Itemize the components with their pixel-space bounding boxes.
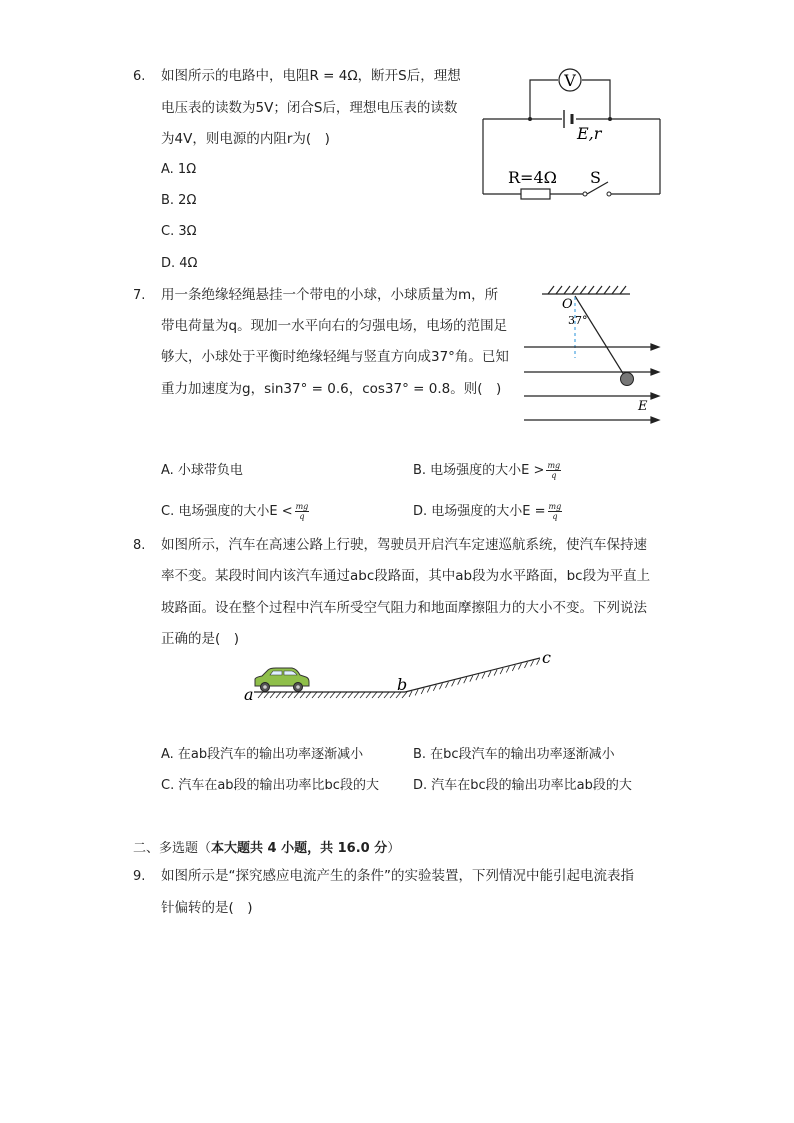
question-7-line-1: 用一条绝缘轻绳悬挂一个带电的小球，小球质量为m，所 [161,287,499,303]
voltmeter-label: V [564,71,576,90]
slope-hatch [409,691,412,697]
question-6-option-a[interactable]: A. 1Ω [161,162,197,177]
question-8-number: 8. [133,538,146,553]
ground-hatch [390,692,395,698]
ground-hatch [312,692,317,698]
slope-hatch [488,671,491,677]
section-2-heading [133,837,400,856]
battery-label: E,r [577,124,602,143]
question-6-number: 6. [133,69,146,84]
field-label: E [638,399,648,414]
question-8-option-b[interactable]: B. 在bc段汽车的输出功率逐渐减小 [413,747,615,762]
slope-hatch [494,670,497,676]
point-a-label: a [244,685,254,704]
question-9-line-1: 如图所示是“探究感应电流产生的条件”的实验装置，下列情况中能引起电流表指 [161,868,634,884]
ground-hatch [258,692,263,698]
question-8-line-4: 正确的是( ) [161,631,240,647]
slope-hatch [518,663,521,669]
angle-label: 37° [568,314,588,327]
fraction-mg-over-q: $\frac{mg}{q}$ [548,502,562,521]
question-7-option-c-text: C. 电场强度的大小E < [161,504,293,519]
ground-hatch [378,692,383,698]
point-c-label: c [542,648,551,667]
string-line [575,296,624,375]
ground-hatch [324,692,329,698]
question-6-line-2: 电压表的读数为5V；闭合S后，理想电压表的读数 [161,100,458,116]
slope-hatch [482,673,485,679]
ground-hatch [294,692,299,698]
fraction-mg-over-q: $\frac{mg}{q}$ [547,461,561,480]
slope-hatch [427,686,430,692]
slope-hatch [524,662,527,668]
ground-hatch [360,692,365,698]
question-7-line-3: 够大，小球处于平衡时绝缘轻绳与竖直方向成37°角。已知 [161,349,509,365]
question-7-option-d-text: D. 电场强度的大小E = [413,504,546,519]
question-8-line-2: 率不变。某段时间内该汽车通过abc段路面，其中ab段为水平路面，bc段为平直上 [161,568,651,584]
slope-hatch [433,685,436,691]
ground-hatch [342,692,347,698]
ground-hatch [336,692,341,698]
question-8-option-a[interactable]: A. 在ab段汽车的输出功率逐渐减小 [161,747,364,762]
slope-hatch [512,665,515,671]
question-6-line-1: 如图所示的电路中，电阻R = 4Ω，断开S后，理想 [161,68,461,84]
slope-hatch [421,688,424,694]
ground-hatch [330,692,335,698]
slope-hatch [439,683,442,689]
question-8-option-c[interactable]: C. 汽车在ab段的输出功率比bc段的大 [161,778,379,793]
ball-icon [621,373,634,386]
question-6-option-c[interactable]: C. 3Ω [161,224,197,239]
slope-hatch [531,660,534,666]
pivot-label: O [562,297,573,312]
ground-hatch [366,692,371,698]
resistor-icon [521,189,550,199]
circuit-diagram [478,60,668,205]
slope-hatch [458,679,461,685]
question-6-option-b[interactable]: B. 2Ω [161,193,197,208]
question-6-line-3: 为4V，则电源的内阻r为( ) [161,131,330,147]
slope-hatch [415,689,418,695]
ground-hatch [288,692,293,698]
slope-hatch [452,680,455,686]
question-8-line-3: 坡路面。设在整个过程中汽车所受空气阻力和地面摩擦阻力的大小不变。下列说法 [161,600,647,616]
question-8-line-1: 如图所示，汽车在高速公路上行驶，驾驶员开启汽车定速巡航系统，使汽车保持速 [161,537,647,553]
section-2-meta: 本大题共 4 小题，共 16.0 分 [211,841,388,856]
question-8-option-d[interactable]: D. 汽车在bc段的输出功率比ab段的大 [413,778,632,793]
fraction-mg-over-q: $\frac{mg}{q}$ [295,502,309,521]
ground-hatch [264,692,269,698]
slope-hatch [446,682,449,688]
question-9-number: 9. [133,869,146,884]
section-2-prefix: 二、多选题（ [133,841,212,856]
slope-hatch [464,677,467,683]
slope-hatch [506,667,509,673]
question-7-option-c[interactable] [161,500,309,521]
slope-hatch [470,676,473,682]
ground-hatch [348,692,353,698]
road-slope-diagram [240,648,560,708]
ground-hatch [282,692,287,698]
question-7-option-d[interactable] [413,500,562,521]
slope-hatch [537,659,540,665]
ground-hatch [372,692,377,698]
switch-label: S [590,168,601,187]
section-2-suffix: ） [387,841,401,856]
question-7-number: 7. [133,288,146,303]
pendulum-field-diagram [520,280,665,430]
ground-hatch [276,692,281,698]
ground-hatch [300,692,305,698]
resistor-label: R=4Ω [508,168,557,187]
ground-hatch [318,692,323,698]
question-9-line-2: 针偏转的是( ) [161,900,253,916]
ground-hatch [270,692,275,698]
ground-hatch [384,692,389,698]
car-icon [255,668,309,692]
question-7-option-b-text: B. 电场强度的大小E > [413,463,545,478]
question-7-option-a[interactable]: A. 小球带负电 [161,463,243,478]
point-b-label: b [397,675,408,694]
ground-hatch [354,692,359,698]
slope-hatch [476,674,479,680]
ground-hatch [306,692,311,698]
question-7-line-2: 带电荷量为q。现加一水平向右的匀强电场，电场的范围足 [161,318,508,334]
question-6-option-d[interactable]: D. 4Ω [161,256,198,271]
question-7-option-b[interactable] [413,459,561,480]
slope-hatch [500,668,503,674]
question-7-line-4: 重力加速度为g，sin37° = 0.6，cos37° = 0.8。则( ) [161,381,502,397]
